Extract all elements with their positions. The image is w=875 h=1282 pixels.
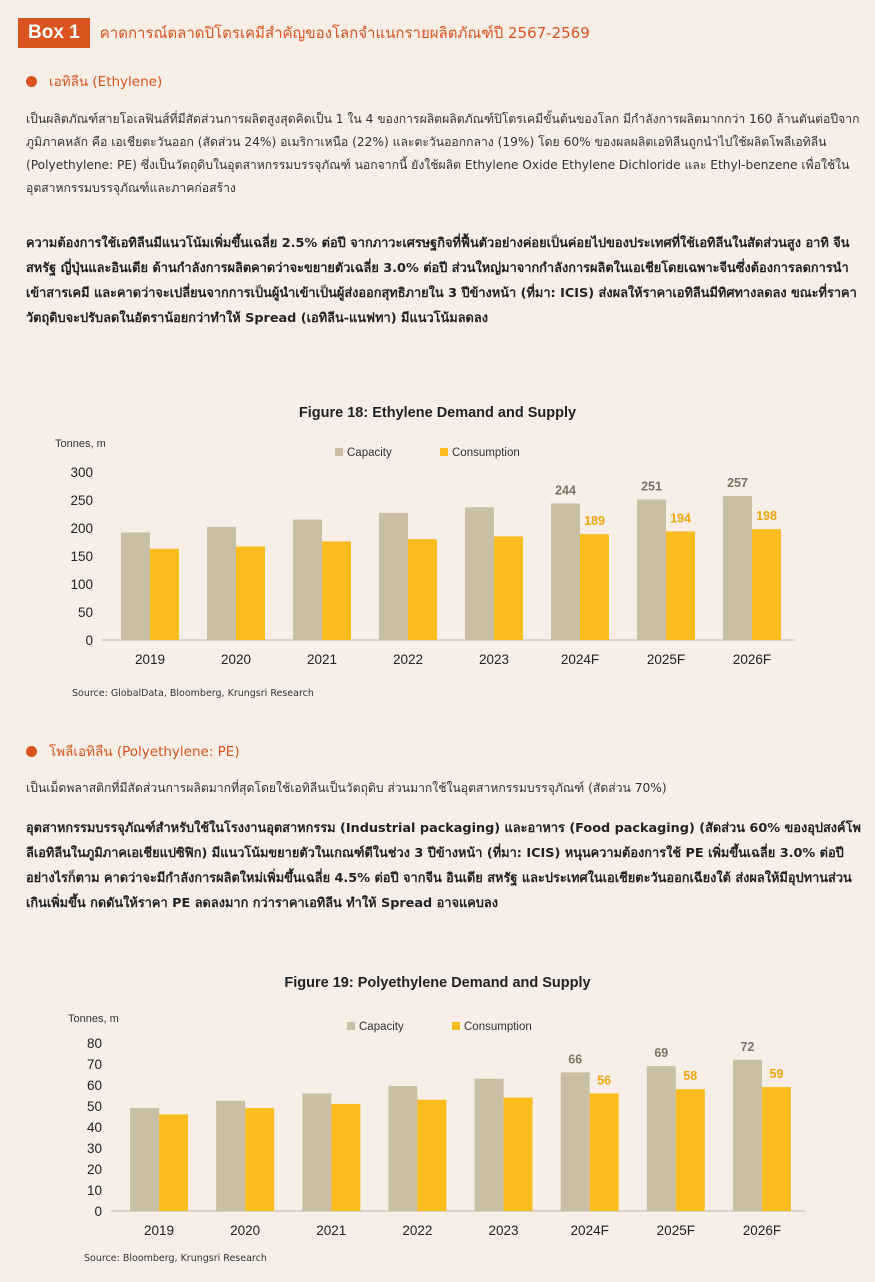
bar-capacity [637,499,666,640]
bar-consumption [666,531,695,640]
data-label-consumption: 56 [597,1073,612,1088]
box-title: คาดการณ์ตลาดปิโตรเคมีสำคัญของโลกจำแนกรายผลิตภัณฑ์ปี 2567-2569 [99,24,590,42]
y-tick-label: 60 [86,1078,102,1093]
data-label-consumption: 189 [584,514,605,529]
data-label-capacity: 251 [641,479,662,494]
ethylene-paragraph-2: ความต้องการใช้เอทิลีนมีแนวโน้มเพิ่มขึ้นเฉลี่ย 2.5% ต่อปี จากภาวะเศรษฐกิจที่ฟื้นตัวอย่างค่อยเป็นค่อยไปของประเทศที่ใช้เอทิลีนในสัดส่วนสูง อาทิ จีน สหรัฐ ญี่ปุ่นและอินเดีย ด้านกำลังการผลิตคาดว่าจะขยายตัวเฉลี่ย 3.0% ต่อปี ส่วนใหญ่มาจากกำลังการผลิตในเอเชียโดยเฉพาะจีนซึ่งต้องการลดการนำเข้าสารเคมี และคาดว่าจะเปลี่ยนจากการเป็นผู้นำเข้าเป็นผู้ส่งออกสุทธิภายใน 3 ปีข้างหน้า (ที่มา: ICIS) ส่งผลให้ราคาเอทิลีนมีทิศทางลดลง ขณะที่ราคาวัตถุดิบจะปรับลดในอัตราน้อยกว่าทำให้ Spread (เอทิลีน-แนฟทา) มีแนวโน้มลดลง [26,236,857,326]
x-tick-label: 2020 [230,1223,261,1238]
legend-swatch-consumption [452,1022,460,1030]
bar-capacity [561,1072,590,1211]
bar-consumption [236,546,265,640]
y-tick-label: 10 [86,1183,102,1198]
y-tick-label: 70 [86,1057,102,1072]
bar-consumption [331,1104,360,1211]
y-axis-label: Tonnes, m [55,438,106,450]
y-tick-label: 150 [70,549,93,564]
bar-consumption [504,1098,533,1211]
bar-capacity [121,532,150,640]
bar-consumption [150,549,179,640]
bullet-icon [26,746,37,757]
y-tick-label: 0 [85,633,93,648]
section-heading-text: เอทิลีน (Ethylene) [49,74,163,90]
polyethylene-chart [0,1005,875,1245]
data-label-consumption: 58 [683,1069,698,1084]
x-tick-label: 2021 [306,652,338,667]
figure-19-title: Figure 19: Polyethylene Demand and Supply [284,975,591,991]
figure-18-source: Source: GlobalData, Bloomberg, Krungsri Research [72,688,314,699]
bar-consumption [494,536,523,640]
x-tick-label: 2026F [732,652,772,667]
y-tick-label: 20 [86,1162,102,1177]
bar-capacity [733,1060,762,1211]
bar-capacity [465,507,494,640]
data-label-consumption: 194 [670,511,691,526]
y-tick-label: 0 [94,1204,102,1219]
y-tick-label: 40 [86,1120,102,1135]
data-label-consumption: 198 [756,509,777,524]
bar-consumption [322,541,351,640]
y-tick-label: 250 [70,493,93,508]
bar-consumption [580,534,609,640]
y-tick-label: 80 [86,1036,102,1051]
data-label-consumption: 59 [769,1067,784,1082]
x-tick-label: 2019 [144,1223,175,1238]
bar-capacity [388,1086,417,1211]
bullet-icon [26,76,37,87]
bar-consumption [159,1114,188,1211]
data-label-capacity: 244 [555,483,576,498]
x-tick-label: 2019 [134,652,166,667]
section-heading-pe [26,740,240,762]
x-tick-label: 2025F [646,652,686,667]
bar-capacity [293,520,322,640]
x-tick-label: 2024F [560,652,600,667]
y-tick-label: 30 [86,1141,102,1156]
bar-capacity [475,1079,504,1211]
x-tick-label: 2025F [656,1223,695,1238]
x-tick-label: 2021 [316,1223,347,1238]
bar-consumption [408,539,437,640]
legend-swatch-capacity [347,1022,355,1030]
bar-capacity [207,527,236,640]
legend-label-consumption: Consumption [452,447,520,459]
bar-consumption [762,1087,791,1211]
bar-capacity [723,496,752,640]
bar-consumption [676,1089,705,1211]
y-axis-label: Tonnes, m [68,1013,119,1025]
data-label-capacity: 257 [727,476,748,491]
bar-capacity [130,1108,159,1211]
x-tick-label: 2023 [488,1223,519,1238]
box-tag: Box 1 [18,18,90,48]
ethylene-paragraph-1: เป็นผลิตภัณฑ์สายโอเลฟินส์ที่มีสัดส่วนการผลิตสูงสุดคิดเป็น 1 ใน 4 ของการผลิตผลิตภัณฑ์ปิโตรเคมีขั้นต้นของโลก มีกำลังการผลิตมากกว่า 160 ล้านตันต่อปีจากภูมิภาคหลัก คือ เอเชียตะวันออก (สัดส่วน 24%) อเมริกาเหนือ (22%) และตะวันออกกลาง (19%) โดย 60% ของผลผลิตเอทิลีนถูกนำไปใช้ผลิตโพลีเอทิลีน (Polyethylene: PE) ซึ่งเป็นวัตถุดิบในอุตสาหกรรมบรรจุภัณฑ์ นอกจากนี้ ยังใช้ผลิต Ethylene Oxide Ethylene Dichloride และ Ethyl-benzene เพื่อใช้ในอุตสาหกรรมบรรจุภัณฑ์และภาคก่อสร้าง [26,112,860,195]
bar-capacity [647,1066,676,1211]
bar-consumption [590,1093,619,1211]
figure-19-source: Source: Bloomberg, Krungsri Research [84,1253,267,1264]
pe-paragraph-1: เป็นเม็ดพลาสติกที่มีสัดส่วนการผลิตมากที่สุดโดยใช้เอทิลีนเป็นวัตถุดิบ ส่วนมากใช้ในอุตสาหกรรมบรรจุภัณฑ์ (สัดส่วน 70%) [26,781,667,795]
pe-paragraph-2: อุตสาหกรรมบรรจุภัณฑ์สำหรับใช้ในโรงงานอุตสาหกรรม (Industrial packaging) และอาหาร (Food packaging) (สัดส่วน 60% ของอุปสงค์โพลีเอทิลีนในภูมิภาคเอเชียแปซิฟิก) มีแนวโน้มขยายตัวในเกณฑ์ดีในช่วง 3 ปีข้างหน้า (ที่มา: ICIS) หนุนความต้องการใช้ PE เพิ่มขึ้นเฉลี่ย 3.0% ต่อปี อย่างไรก็ตาม คาดว่าจะมีกำลังการผลิตใหม่เพิ่มขึ้นเฉลี่ย 4.5% ต่อปี จากจีน อินเดีย สหรัฐ และประเทศในเอเชียตะวันออกเฉียงใต้ ส่งผลให้มีอุปทานส่วนเกินเพิ่มขึ้น กดดันให้ราคา PE ลดลงมาก กว่าราคาเอทิลีน ทำให้ Spread อาจแคบลง [26,821,861,911]
bar-capacity [379,513,408,640]
y-tick-label: 300 [70,465,93,480]
legend-label-consumption: Consumption [464,1021,532,1033]
legend-label-capacity: Capacity [347,447,392,459]
legend-label-capacity: Capacity [359,1021,404,1033]
section-heading-text: โพลีเอทิลีน (Polyethylene: PE) [49,744,240,760]
bar-capacity [216,1101,245,1211]
y-tick-label: 200 [70,521,93,536]
x-tick-label: 2023 [478,652,510,667]
box-header [18,18,590,48]
y-tick-label: 100 [70,577,93,592]
data-label-capacity: 69 [654,1046,669,1061]
x-tick-label: 2026F [742,1223,782,1238]
data-label-capacity: 66 [568,1052,583,1067]
bar-consumption [245,1108,274,1211]
bar-consumption [752,529,781,640]
legend-swatch-capacity [335,448,343,456]
data-label-capacity: 72 [740,1039,755,1054]
y-tick-label: 50 [77,605,93,620]
bar-capacity [302,1093,331,1211]
bar-capacity [551,503,580,640]
ethylene-chart [0,432,875,682]
x-tick-label: 2024F [570,1223,609,1238]
figure-18-title: Figure 18: Ethylene Demand and Supply [298,405,577,421]
x-tick-label: 2022 [392,652,424,667]
x-tick-label: 2022 [402,1223,433,1238]
x-tick-label: 2020 [220,652,252,667]
legend-swatch-consumption [440,448,448,456]
y-tick-label: 50 [86,1099,102,1114]
bar-consumption [417,1100,446,1211]
section-heading-ethylene [26,70,162,92]
